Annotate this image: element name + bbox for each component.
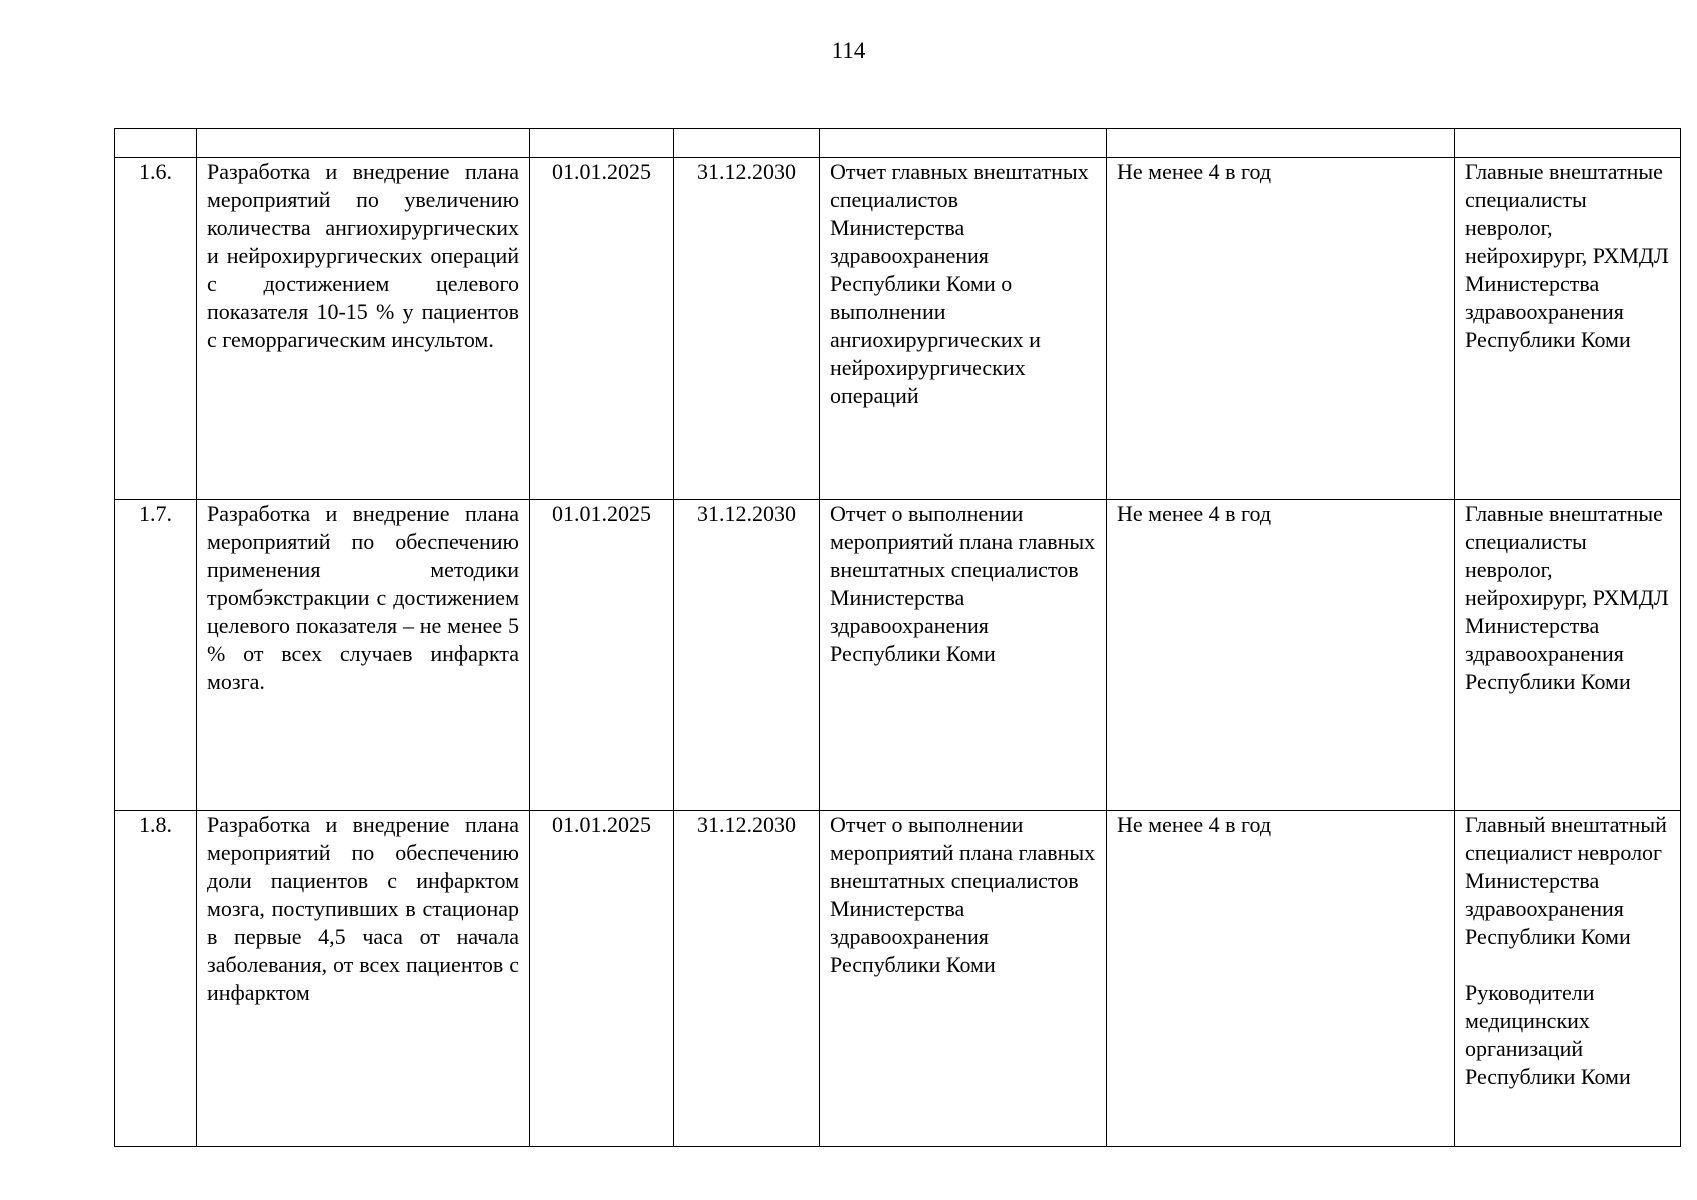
row-number: 1.6.	[115, 158, 197, 500]
indicator: Не менее 4 в год	[1107, 158, 1455, 500]
table-header-row	[115, 129, 1681, 158]
activity-name: Разработка и внедрение плана мероприятий по обеспечению доли пациентов с инфарктом мозга, поступивших в стационар в первые 4,5 часа от начала заболевания, от всех пациентов с инфарктом	[197, 811, 530, 1147]
table-row	[115, 811, 1681, 1147]
row-number: 1.7.	[115, 500, 197, 811]
responsible-party: Главный внештатный специалист невролог Министерства здравоохранения Республики Коми	[1465, 812, 1667, 949]
indicator: Не менее 4 в год	[1107, 500, 1455, 811]
activities-table	[114, 128, 1681, 1147]
table-row	[115, 500, 1681, 811]
responsible-party: Главные внештатные специалисты невролог, нейрохирург, РХМДЛ Министерства здравоохранения Республики Коми	[1465, 501, 1669, 694]
spacer	[1465, 951, 1670, 979]
end-date: 31.12.2030	[674, 158, 820, 500]
start-date: 01.01.2025	[530, 158, 674, 500]
header-cell	[1455, 129, 1681, 158]
page-number: 114	[831, 38, 866, 63]
header-cell	[197, 129, 530, 158]
responsible-party: Руководители медицинских организаций Республики Коми	[1465, 980, 1631, 1089]
activity-name: Разработка и внедрение плана мероприятий по обеспечению применения методики тромбэкстракции с достижением целевого показателя – не менее 5 % от всех случаев инфаркта мозга.	[197, 500, 530, 811]
expected-result: Отчет о выполнении мероприятий плана главных внештатных специалистов Министерства здравоохранения Республики Коми	[820, 500, 1107, 811]
responsible	[1455, 500, 1681, 811]
indicator: Не менее 4 в год	[1107, 811, 1455, 1147]
header-cell	[115, 129, 197, 158]
end-date: 31.12.2030	[674, 500, 820, 811]
row-number: 1.8.	[115, 811, 197, 1147]
header-cell	[530, 129, 674, 158]
header-cell	[1107, 129, 1455, 158]
expected-result: Отчет главных внештатных специалистов Министерства здравоохранения Республики Коми о выполнении ангиохирургических и нейрохирургических операций	[820, 158, 1107, 500]
end-date: 31.12.2030	[674, 811, 820, 1147]
responsible-party: Главные внештатные специалисты невролог, нейрохирург, РХМДЛ Министерства здравоохранения Республики Коми	[1465, 159, 1669, 352]
responsible	[1455, 811, 1681, 1147]
table-row	[115, 158, 1681, 500]
header-cell	[820, 129, 1107, 158]
start-date: 01.01.2025	[530, 500, 674, 811]
expected-result: Отчет о выполнении мероприятий плана главных внештатных специалистов Министерства здравоохранения Республики Коми	[820, 811, 1107, 1147]
responsible	[1455, 158, 1681, 500]
header-cell	[674, 129, 820, 158]
activity-name: Разработка и внедрение плана мероприятий по увеличению количества ангиохирургических и нейрохирургических операций с достижением целевого показателя 10-15 % у пациентов с геморрагическим инсультом.	[197, 158, 530, 500]
start-date: 01.01.2025	[530, 811, 674, 1147]
